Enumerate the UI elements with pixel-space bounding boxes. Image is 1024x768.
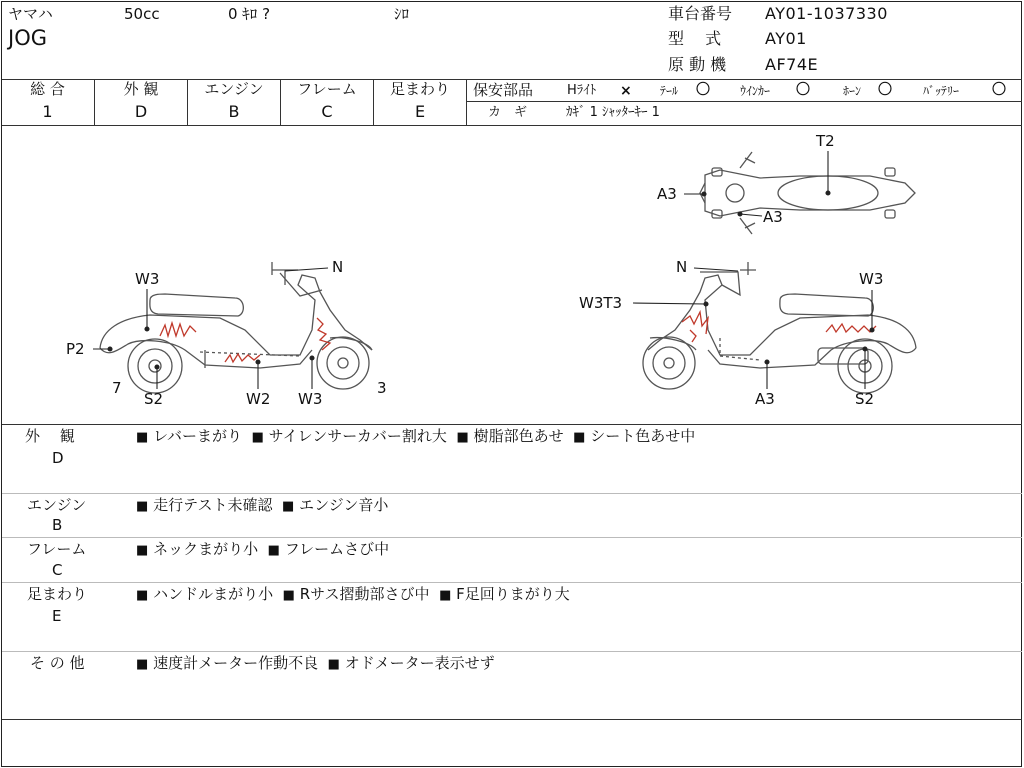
safety-mark-winker: 〇 [796, 82, 810, 98]
label-left-s2: S2 [144, 390, 164, 408]
exterior-grade: D [134, 102, 148, 121]
remark-row-exterior: ■ レバーまがり ■ サイレンサーカバー割れ大 ■ 樹脂部色あせ ■ シート色あせ中 [136, 427, 696, 445]
type-label: 型 式 [668, 29, 722, 48]
remark-label-engine: エンジン [27, 496, 87, 514]
type-value: AY01 [765, 29, 807, 48]
label-left-w3-top: W3 [135, 270, 160, 288]
displacement: 50cc [124, 5, 160, 23]
safety-item-headlight: Hﾗｲﾄ [567, 83, 597, 98]
safety-label: 保安部品 [473, 81, 534, 99]
safety-item-battery: ﾊﾞｯﾃﾘｰ [923, 84, 960, 98]
engine-rating-label: エンジン [204, 80, 264, 98]
label-right-w3: W3 [859, 270, 884, 288]
frame-grade: C [321, 102, 333, 121]
label-right-n: N [676, 258, 688, 276]
maker: ヤマハ [8, 5, 53, 23]
frame-no: AY01-1037330 [765, 4, 888, 23]
scooter-top-view [700, 152, 915, 234]
engine-label: 原 動 機 [668, 55, 727, 74]
remark-label-frame: フレーム [27, 540, 87, 558]
remark-grade-suspension: E [52, 607, 62, 625]
remark-label-suspension: 足まわり [27, 585, 88, 603]
label-right-a3: A3 [755, 390, 775, 408]
safety-mark-headlight: × [620, 83, 632, 99]
label-left-3: 3 [377, 379, 387, 397]
label-top-t2: T2 [816, 132, 835, 150]
color: ｼﾛ [394, 5, 410, 23]
remark-row-engine: ■ 走行テスト未確認 ■ エンジン音小 [136, 496, 389, 514]
remark-grade-frame: C [52, 561, 63, 579]
remark-label-other: そ の 他 [30, 654, 85, 672]
safety-item-horn: ﾎｰﾝ [843, 84, 862, 98]
label-left-w3-bottom: W3 [298, 390, 323, 408]
engine-value: AF74E [765, 55, 819, 74]
label-right-w3t3: W3T3 [579, 294, 623, 312]
safety-item-tail: ﾃｰﾙ [660, 84, 679, 98]
engine-grade: B [228, 102, 240, 121]
safety-mark-horn: 〇 [878, 82, 892, 98]
safety-item-winker: ｳｲﾝｶｰ [740, 84, 771, 98]
mileage: 0 ｷﾛ ? [228, 5, 271, 23]
overall-grade: 1 [42, 102, 53, 121]
frame-rating-label: フレーム [297, 80, 357, 98]
label-left-7: 7 [112, 379, 122, 397]
remark-row-other: ■ 速度計メーター作動不良 ■ オドメーター表示せず [136, 654, 495, 672]
label-left-p2: P2 [66, 340, 85, 358]
remark-row-suspension: ■ ハンドルまがり小 ■ Rサス摺動部さび中 ■ F足回りまがり大 [136, 585, 570, 603]
label-top-a3-bottom: A3 [763, 208, 783, 226]
label-left-n: N [332, 258, 344, 276]
frame-no-label: 車台番号 [668, 4, 733, 23]
exterior-label: 外 観 [123, 80, 159, 98]
remark-row-frame: ■ ネックまがり小 ■ フレームさび中 [136, 540, 390, 558]
suspension-grade: E [414, 102, 426, 121]
safety-mark-battery: 〇 [992, 82, 1006, 98]
label-left-w2: W2 [246, 390, 271, 408]
model-name: JOG [8, 26, 47, 50]
label-top-a3-left: A3 [657, 185, 677, 203]
suspension-rating-label: 足まわり [389, 80, 450, 98]
remark-grade-engine: B [52, 516, 63, 534]
key-value: ｶｷﾞ 1 ｼｬｯﾀｰｷｰ 1 [566, 105, 660, 120]
overall-label: 総 合 [30, 80, 65, 98]
remark-label-exterior: 外 観 [25, 427, 75, 445]
key-label: カ ギ [488, 105, 528, 120]
safety-mark-tail: 〇 [696, 82, 710, 98]
remark-grade-exterior: D [52, 449, 64, 467]
label-right-s2: S2 [855, 390, 875, 408]
